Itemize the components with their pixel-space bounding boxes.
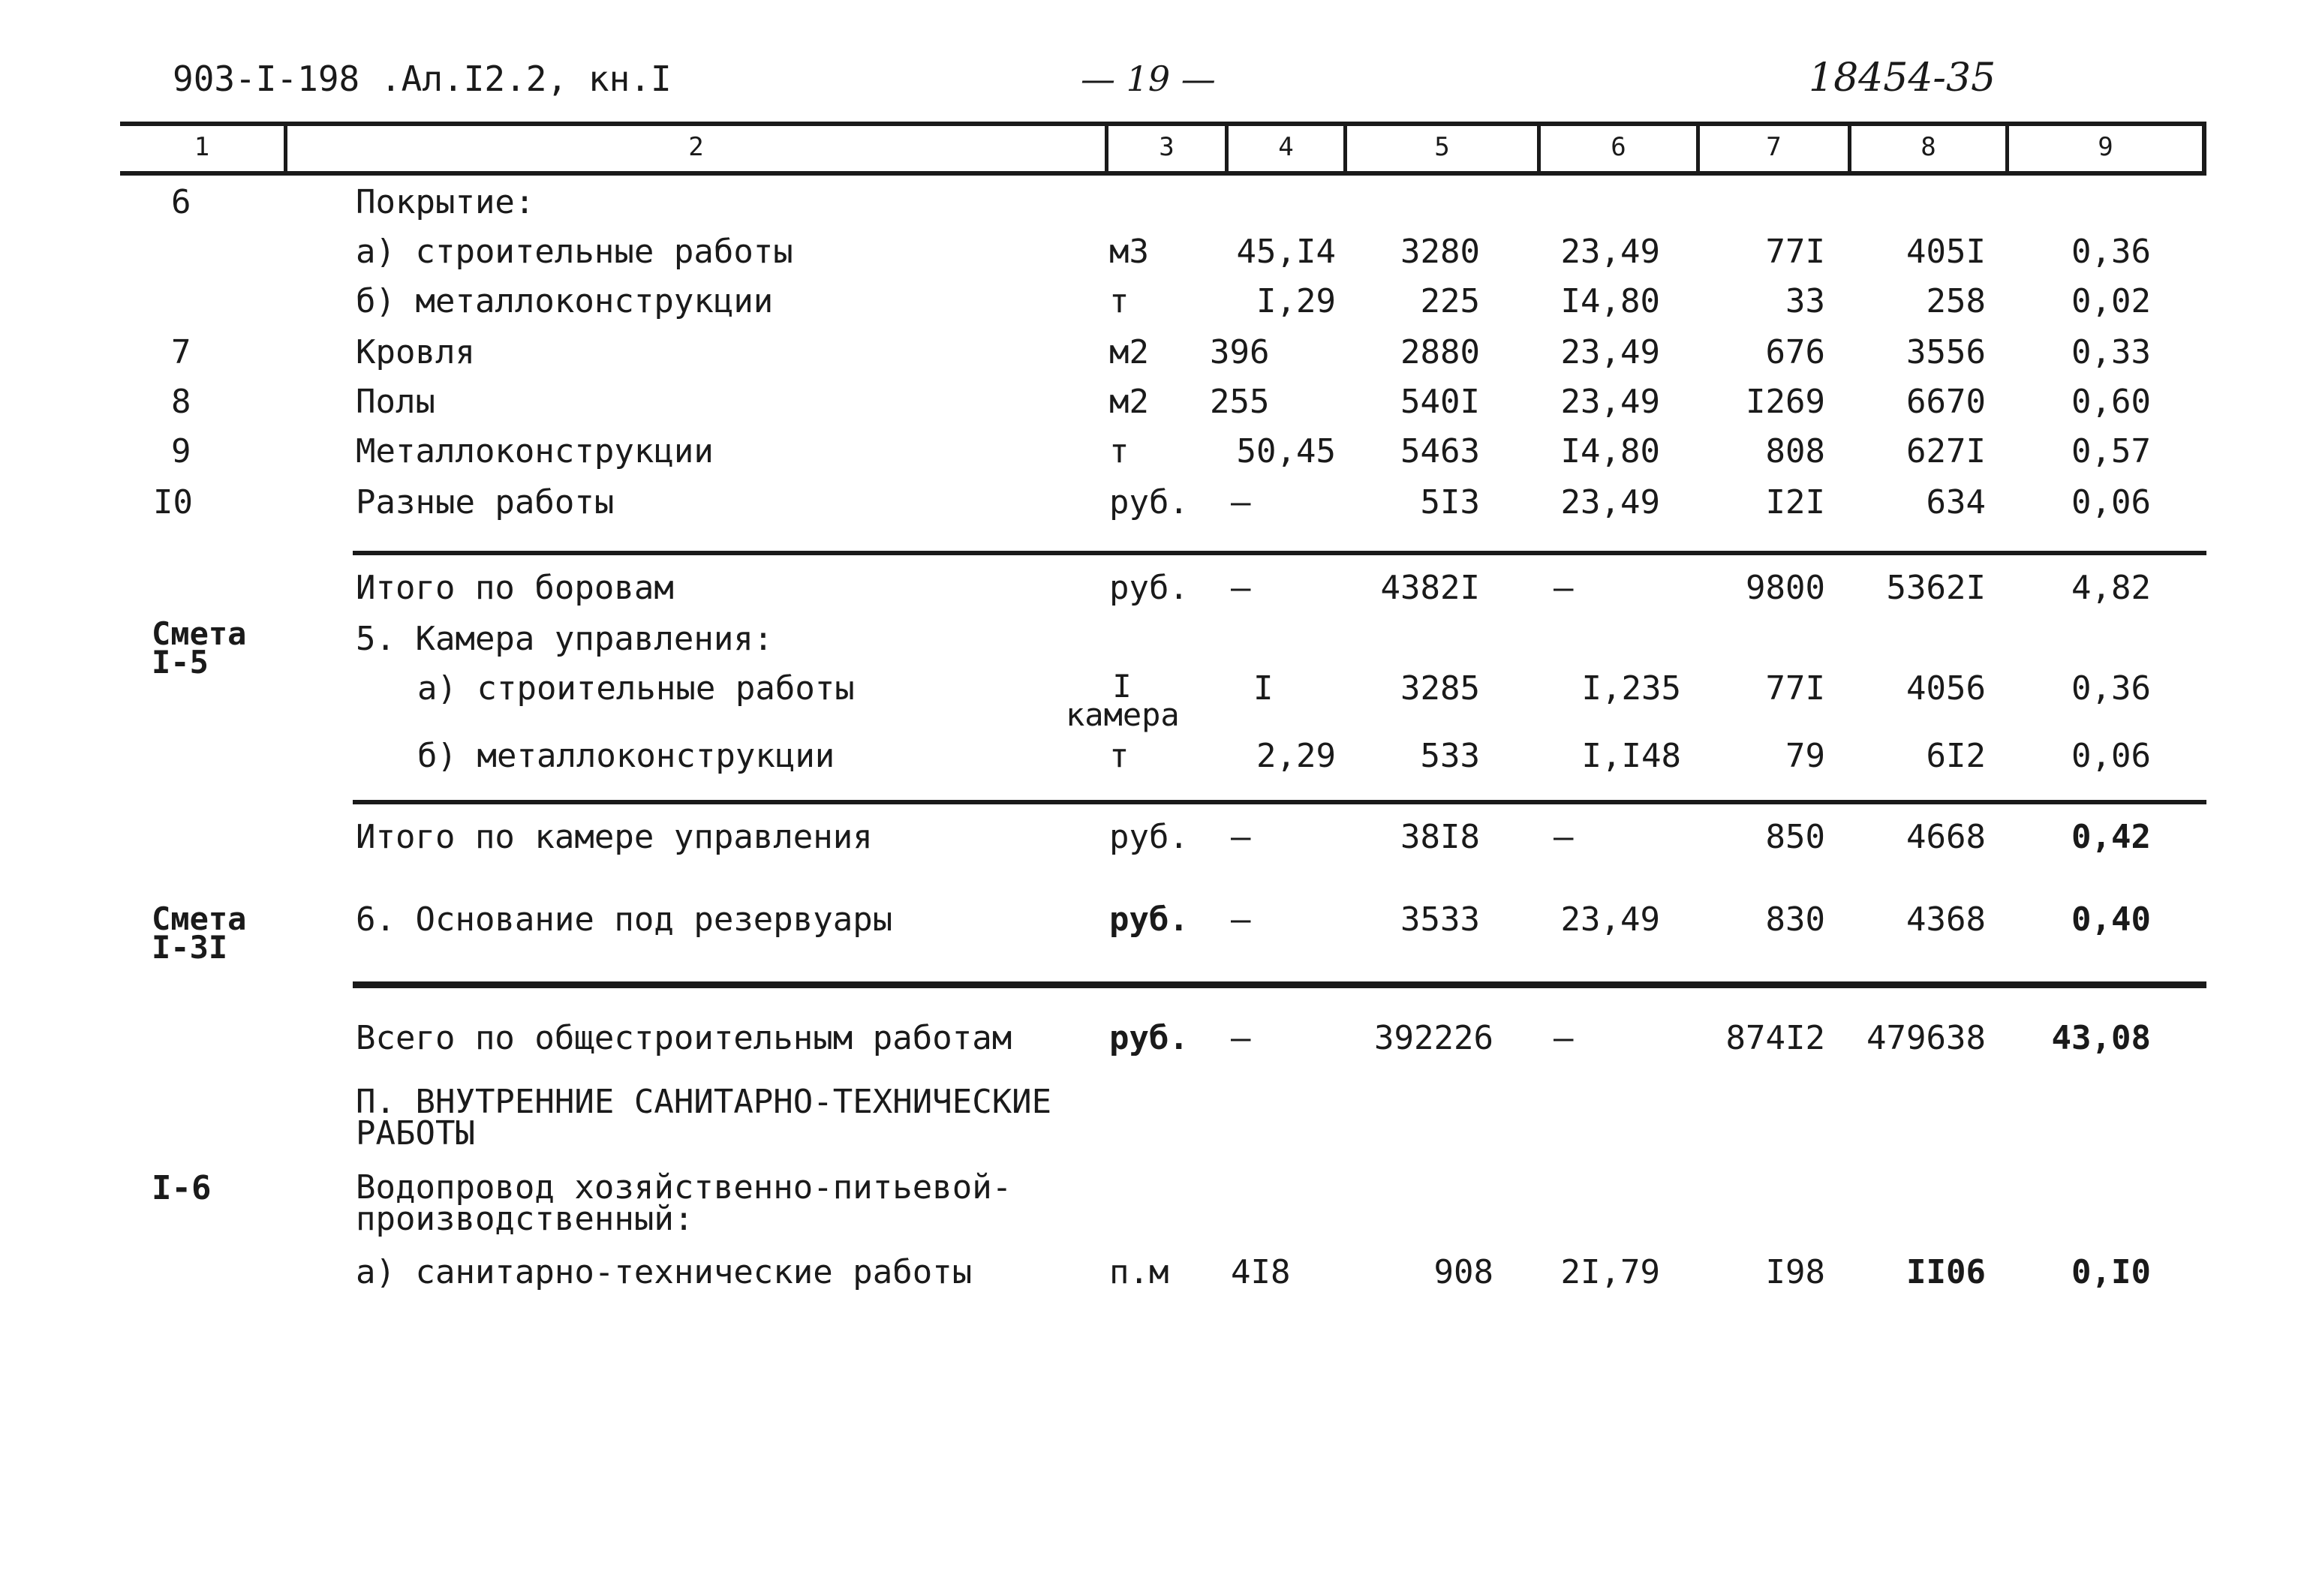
- row-amount: 33: [1785, 282, 1825, 320]
- row-ref: 6: [171, 183, 191, 221]
- row-percent: 0,57: [2071, 432, 2151, 470]
- estimate-ref: Смета I-3I: [152, 900, 247, 966]
- row-coefficient: 23,49: [1560, 383, 1660, 421]
- row-unit: м2: [1109, 333, 1149, 371]
- column-number: 5: [1434, 132, 1450, 162]
- row-total: 627I: [1906, 432, 1986, 470]
- row-unit: т: [1109, 432, 1129, 470]
- row-name: Кровля: [356, 333, 475, 371]
- row-quantity: 255: [1210, 383, 1270, 421]
- row-cost: 4382I: [1380, 569, 1480, 607]
- row-percent: 0,42: [2071, 818, 2151, 856]
- estimate-ref: I-6: [152, 1169, 212, 1207]
- row-amount: 830: [1765, 900, 1825, 939]
- row-unit: т: [1109, 282, 1129, 320]
- row-coefficient: 23,49: [1560, 333, 1660, 371]
- row-unit: м2: [1109, 383, 1149, 421]
- row-unit: руб.: [1109, 900, 1189, 939]
- row-cost: 5I3: [1420, 483, 1480, 521]
- row-unit: руб.: [1109, 483, 1189, 521]
- row-quantity: 50,45: [1236, 432, 1336, 470]
- row-amount: I269: [1746, 383, 1825, 421]
- row-amount: 808: [1765, 432, 1825, 470]
- row-amount: 850: [1765, 818, 1825, 856]
- row-quantity: –: [1231, 569, 1251, 607]
- row-total: 405I: [1906, 233, 1986, 271]
- row-cost: 3280: [1400, 233, 1480, 271]
- row-name: Полы: [356, 383, 435, 421]
- row-total: 5362I: [1886, 569, 1986, 607]
- row-unit: руб.: [1109, 1019, 1189, 1057]
- row-quantity: –: [1231, 900, 1251, 939]
- document-code: 903-I-198 .Ал.I2.2, кн.I: [173, 59, 672, 99]
- row-quantity: –: [1231, 1019, 1251, 1057]
- page-number: — 19 —: [1081, 59, 1216, 99]
- subtotal-label: Итого по боровам: [356, 569, 674, 607]
- section-heading: П. ВНУТРЕННИЕ САНИТАРНО-ТЕХНИЧЕСКИЕ РАБОТЫ: [356, 1083, 1052, 1153]
- row-total: 6I2: [1926, 737, 1986, 775]
- row-ref: 8: [171, 383, 191, 421]
- row-name: Металлоконструкции: [356, 432, 714, 470]
- row-cost: 533: [1420, 737, 1480, 775]
- row-cost: 3285: [1400, 669, 1480, 708]
- row-amount: 9800: [1746, 569, 1825, 607]
- row-cost: 908: [1433, 1253, 1493, 1291]
- row-total: 3556: [1906, 333, 1986, 371]
- row-total: II06: [1906, 1253, 1986, 1291]
- row-total: 6670: [1906, 383, 1986, 421]
- row-quantity: I,29: [1256, 282, 1336, 320]
- row-coefficient: –: [1554, 569, 1574, 607]
- row-total: 258: [1926, 282, 1986, 320]
- section-title: 5. Камера управления:: [356, 620, 774, 658]
- row-percent: 0,06: [2071, 483, 2151, 521]
- estimate-ref: Смета I-5: [152, 615, 247, 681]
- row-coefficient: –: [1554, 1019, 1574, 1057]
- row-amount: 77I: [1765, 233, 1825, 271]
- row-name: а) строительные работы: [417, 669, 855, 708]
- archive-stamp: 18454-35: [1809, 56, 1996, 101]
- row-name: б) металлоконструкции: [417, 737, 835, 775]
- header-top-rule: [120, 122, 2206, 126]
- row-unit: руб.: [1109, 569, 1189, 607]
- row-percent: 0,60: [2071, 383, 2151, 421]
- column-number: 9: [2098, 132, 2113, 162]
- section-rule: [353, 800, 2206, 804]
- column-number: 2: [688, 132, 704, 162]
- row-quantity: I: [1253, 669, 1274, 708]
- section-rule: [353, 551, 2206, 555]
- row-unit: т: [1109, 737, 1129, 775]
- row-coefficient: 23,49: [1560, 233, 1660, 271]
- column-number: 4: [1278, 132, 1294, 162]
- row-quantity: 4I8: [1231, 1253, 1291, 1291]
- row-percent: 0,33: [2071, 333, 2151, 371]
- row-amount: 676: [1765, 333, 1825, 371]
- row-percent: 0,06: [2071, 737, 2151, 775]
- row-name: Покрытие:: [356, 183, 535, 221]
- row-coefficient: I,I48: [1581, 737, 1681, 775]
- row-total: 4056: [1906, 669, 1986, 708]
- row-amount: I98: [1765, 1253, 1825, 1291]
- row-coefficient: 23,49: [1560, 483, 1660, 521]
- row-total: 634: [1926, 483, 1986, 521]
- row-coefficient: 2I,79: [1560, 1253, 1660, 1291]
- row-total: 479638: [1866, 1019, 1986, 1057]
- column-number: 3: [1159, 132, 1175, 162]
- row-quantity: 396: [1210, 333, 1270, 371]
- subtotal-label: Итого по камере управления: [356, 818, 873, 856]
- row-amount: 79: [1785, 737, 1825, 775]
- row-amount: 874I2: [1725, 1019, 1825, 1057]
- row-coefficient: 23,49: [1560, 900, 1660, 939]
- row-name: 6. Основание под резервуары: [356, 900, 893, 939]
- row-amount: 77I: [1765, 669, 1825, 708]
- row-cost: 2880: [1400, 333, 1480, 371]
- row-ref: I0: [153, 483, 193, 521]
- column-number: 6: [1611, 132, 1626, 162]
- row-cost: 38I8: [1400, 818, 1480, 856]
- row-coefficient: I,235: [1581, 669, 1681, 708]
- section-rule: [353, 981, 2206, 988]
- row-percent: 0,36: [2071, 233, 2151, 271]
- row-name: Разные работы: [356, 483, 615, 521]
- row-coefficient: I4,80: [1560, 282, 1660, 320]
- header-bottom-rule: [120, 171, 2206, 176]
- row-percent: 43,08: [2051, 1019, 2151, 1057]
- row-percent: 0,40: [2071, 900, 2151, 939]
- row-unit: м3: [1109, 233, 1149, 271]
- row-name: Водопровод хозяйственно-питьевой- производственный:: [356, 1168, 1012, 1238]
- row-cost: 540I: [1400, 383, 1480, 421]
- row-ref: 9: [171, 432, 191, 470]
- row-name: б) металлоконструкции: [356, 282, 774, 320]
- row-coefficient: –: [1554, 818, 1574, 856]
- row-unit: I камера: [1066, 668, 1180, 733]
- row-total: 4368: [1906, 900, 1986, 939]
- row-amount: I2I: [1765, 483, 1825, 521]
- row-name: а) санитарно-технические работы: [356, 1253, 973, 1291]
- row-name: а) строительные работы: [356, 233, 793, 271]
- col-divider-9: [2202, 122, 2206, 174]
- row-cost: 5463: [1400, 432, 1480, 470]
- grand-total-label: Всего по общестроительным работам: [356, 1019, 1012, 1057]
- row-cost: 3533: [1400, 900, 1480, 939]
- row-percent: 0,I0: [2071, 1253, 2151, 1291]
- row-unit: п.м: [1109, 1253, 1169, 1291]
- row-total: 4668: [1906, 818, 1986, 856]
- column-number: 7: [1766, 132, 1782, 162]
- row-percent: 0,02: [2071, 282, 2151, 320]
- row-ref: 7: [171, 333, 191, 371]
- row-coefficient: I4,80: [1560, 432, 1660, 470]
- column-number: 8: [1921, 132, 1936, 162]
- row-cost: 225: [1420, 282, 1480, 320]
- row-quantity: 2,29: [1256, 737, 1336, 775]
- row-quantity: 45,I4: [1236, 233, 1336, 271]
- row-quantity: –: [1231, 818, 1251, 856]
- row-unit: руб.: [1109, 818, 1189, 856]
- row-cost: 392226: [1374, 1019, 1493, 1057]
- row-percent: 0,36: [2071, 669, 2151, 708]
- row-quantity: –: [1231, 483, 1251, 521]
- row-percent: 4,82: [2071, 569, 2151, 607]
- column-number: 1: [194, 132, 210, 162]
